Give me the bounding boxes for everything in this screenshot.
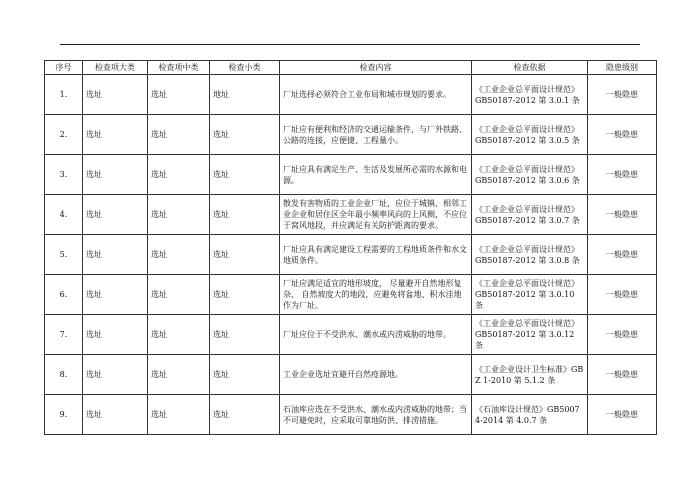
hazard-level-cell: 一般隐患 — [588, 395, 657, 435]
header-cell-hazard-level: 隐患级别 — [588, 61, 657, 75]
check-content-cell: 厂址选择必须符合工业布局和城市规划的要求。 — [280, 75, 472, 115]
major-category-cell: 选址 — [83, 115, 148, 155]
hazard-level-cell: 一般隐患 — [588, 195, 657, 235]
serial-no-cell: 8. — [45, 355, 83, 395]
table-row — [45, 355, 657, 395]
check-basis-cell: 《工业企业总平面设计规范》GB50187-2012 第 3.0.6 条 — [472, 155, 588, 195]
check-basis-cell: 《工业企业总平面设计规范》GB50187-2012 第 3.0.10 条 — [472, 275, 588, 315]
check-content-cell: 厂址应具有满足生产、生活及发展所必需的水源和电源。 — [280, 155, 472, 195]
serial-no-cell: 6. — [45, 275, 83, 315]
major-category-cell: 选址 — [83, 395, 148, 435]
middle-category-cell: 选址 — [148, 75, 210, 115]
major-category-cell: 选址 — [83, 315, 148, 355]
minor-category-cell: 选址 — [210, 275, 280, 315]
major-category-cell: 选址 — [83, 75, 148, 115]
minor-category-cell: 选址 — [210, 395, 280, 435]
table-row — [45, 195, 657, 235]
minor-category-cell: 选址 — [210, 155, 280, 195]
table-row — [45, 275, 657, 315]
table-row — [45, 75, 657, 115]
check-content-cell: 厂址应位于不受洪水、潮水或内涝威胁的地带。 — [280, 315, 472, 355]
major-category-cell: 选址 — [83, 235, 148, 275]
middle-category-cell: 选址 — [148, 355, 210, 395]
serial-no-cell: 2. — [45, 115, 83, 155]
minor-category-cell: 选址 — [210, 115, 280, 155]
inspection-checklist-table — [44, 60, 657, 435]
table-row — [45, 155, 657, 195]
check-basis-cell: 《工业企业总平面设计规范》GB50187-2012 第 3.0.7 条 — [472, 195, 588, 235]
check-basis-cell: 《工业企业总平面设计规范》GB50187-2012 第 3.0.12 条 — [472, 315, 588, 355]
minor-category-cell: 选址 — [210, 355, 280, 395]
minor-category-cell: 选址 — [210, 315, 280, 355]
serial-no-cell: 1. — [45, 75, 83, 115]
check-basis-cell: 《工业企业总平面设计规范》GB50187-2012 第 3.0.1 条 — [472, 75, 588, 115]
check-content-cell: 散发有害物质的工业企业厂址，应位于城镇、相邻工业企业和居住区全年最小频率风向的上风侧，不应位于窝风地段，并应满足有关防护距离的要求。 — [280, 195, 472, 235]
check-basis-cell: 《工业企业设计卫生标准》GBZ 1-2010 第 5.1.2 条 — [472, 355, 588, 395]
serial-no-cell: 3. — [45, 155, 83, 195]
serial-no-cell: 9. — [45, 395, 83, 435]
check-content-cell: 工业企业选址宜避开自然疫源地。 — [280, 355, 472, 395]
minor-category-cell: 选址 — [210, 235, 280, 275]
table-row — [45, 395, 657, 435]
header-cell-serial-no: 序号 — [45, 61, 83, 75]
minor-category-cell: 选址 — [210, 195, 280, 235]
serial-no-cell: 5. — [45, 235, 83, 275]
table-row — [45, 115, 657, 155]
middle-category-cell: 选址 — [148, 195, 210, 235]
middle-category-cell: 选址 — [148, 115, 210, 155]
middle-category-cell: 选址 — [148, 235, 210, 275]
table-row — [45, 235, 657, 275]
table-row — [45, 315, 657, 355]
header-cell-middle-category: 检查项中类 — [148, 61, 210, 75]
middle-category-cell: 选址 — [148, 155, 210, 195]
serial-no-cell: 4. — [45, 195, 83, 235]
major-category-cell: 选址 — [83, 355, 148, 395]
middle-category-cell: 选址 — [148, 275, 210, 315]
check-content-cell: 厂址应具有满足建设工程需要的工程地质条件和水文地质条件。 — [280, 235, 472, 275]
header-rule — [60, 44, 640, 45]
hazard-level-cell: 一般隐患 — [588, 75, 657, 115]
major-category-cell: 选址 — [83, 195, 148, 235]
header-cell-major-category: 检查项大类 — [83, 61, 148, 75]
check-content-cell: 厂址应有便利和经济的交通运输条件，与厂外铁路、公路的连接，应便捷、工程量小。 — [280, 115, 472, 155]
major-category-cell: 选址 — [83, 275, 148, 315]
check-basis-cell: 《石油库设计规范》GB50074-2014 第 4.0.7 条 — [472, 395, 588, 435]
hazard-level-cell: 一般隐患 — [588, 275, 657, 315]
hazard-level-cell: 一般隐患 — [588, 315, 657, 355]
header-cell-minor-category: 检查小类 — [210, 61, 280, 75]
major-category-cell: 选址 — [83, 155, 148, 195]
check-content-cell: 厂址应满足适宜的地形坡度， 尽量避开自然地形复杂、 自然坡度大的地段，应避免将盆地、积水洼地作为厂址。 — [280, 275, 472, 315]
check-content-cell: 石油库应选在不受洪水、潮水或内涝威胁的地带；当不可避免时，应采取可靠地防洪、排涝措施。 — [280, 395, 472, 435]
hazard-level-cell: 一般隐患 — [588, 115, 657, 155]
header-cell-check-content: 检查内容 — [280, 61, 472, 75]
hazard-level-cell: 一般隐患 — [588, 155, 657, 195]
table-header-row — [45, 61, 657, 75]
middle-category-cell: 选址 — [148, 315, 210, 355]
check-basis-cell: 《工业企业总平面设计规范》GB50187-2012 第 3.0.8 条 — [472, 235, 588, 275]
serial-no-cell: 7. — [45, 315, 83, 355]
header-cell-check-basis: 检查依据 — [472, 61, 588, 75]
check-basis-cell: 《工业企业总平面设计规范》GB50187-2012 第 3.0.5 条 — [472, 115, 588, 155]
middle-category-cell: 选址 — [148, 395, 210, 435]
minor-category-cell: 地址 — [210, 75, 280, 115]
hazard-level-cell: 一般隐患 — [588, 235, 657, 275]
hazard-level-cell: 一般隐患 — [588, 355, 657, 395]
